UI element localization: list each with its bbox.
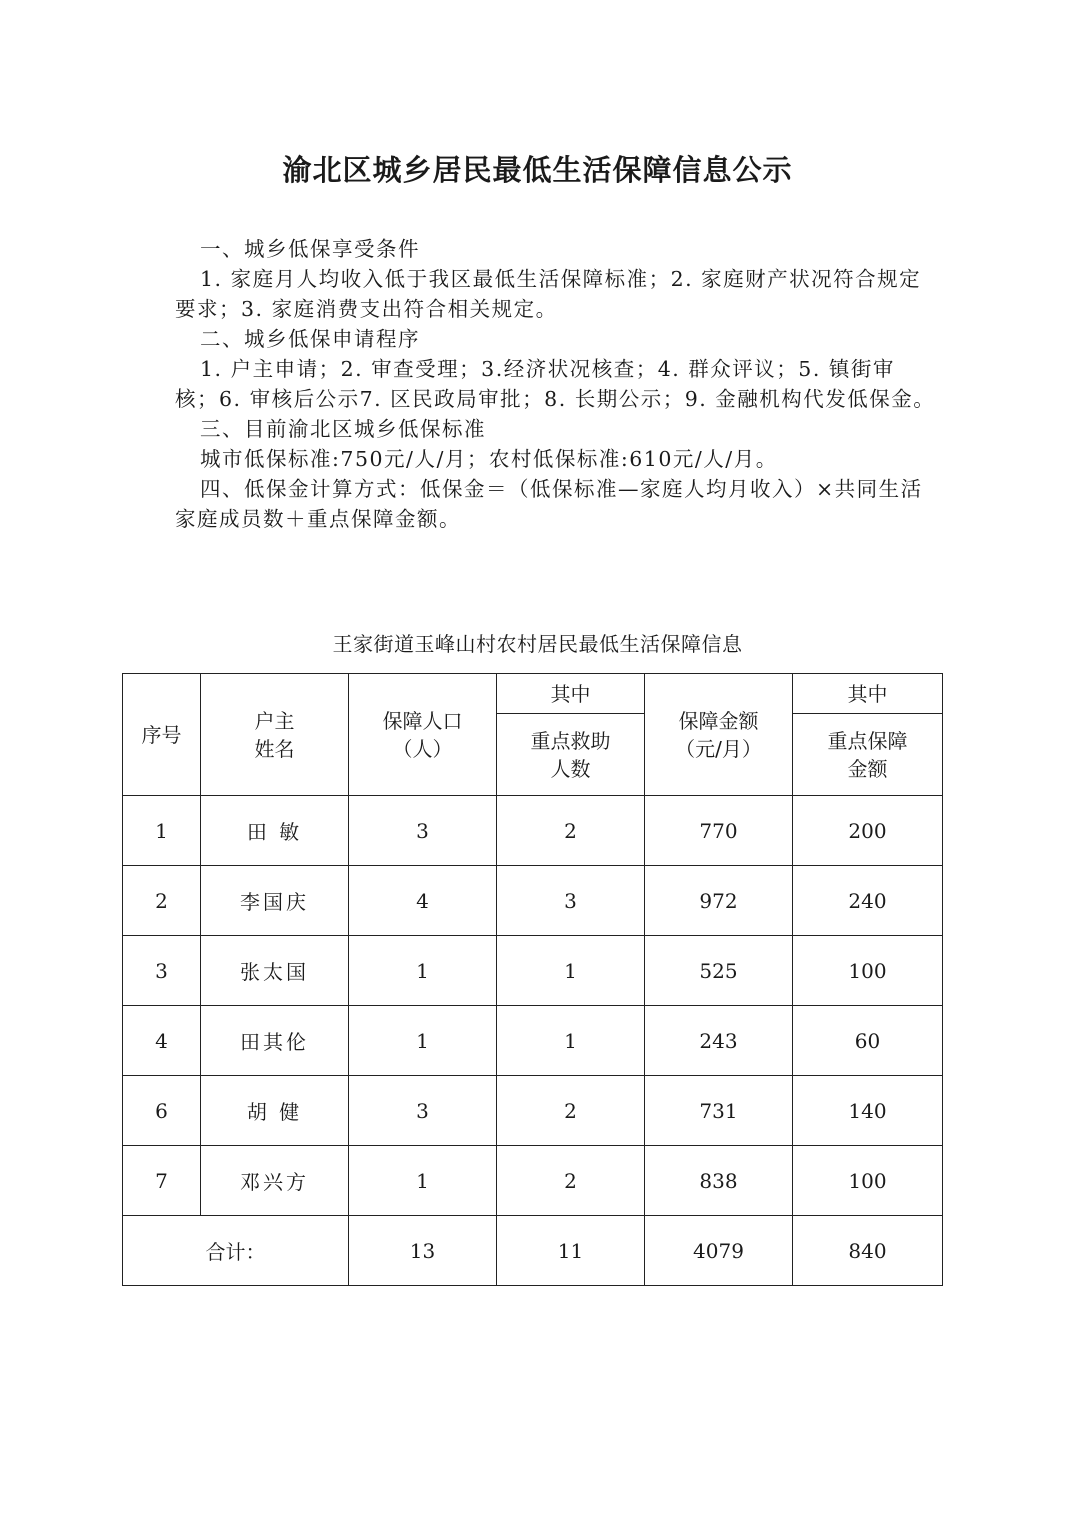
cell-name: 邓兴方 [201, 1146, 349, 1216]
standard-paragraph: 城市低保标准:750元/人/月；农村低保标准:610元/人/月。 [200, 447, 778, 471]
cell-key-rescue: 2 [497, 1146, 645, 1216]
conditions-paragraph: 1. 家庭月人均收入低于我区最低生活保障标准；2. 家庭财产状况符合规定要求；3. 家庭消费支出符合相关规定。 [175, 267, 922, 321]
table-row [123, 1076, 943, 1146]
total-amount: 4079 [645, 1216, 793, 1286]
table-caption: 王家街道玉峰山村农村居民最低生活保障信息 [332, 632, 743, 656]
cell-amount: 770 [645, 796, 793, 866]
header-name-line2: 姓名 [254, 736, 295, 761]
header-key-amount-line2: 金额 [847, 756, 888, 781]
notice-body [175, 234, 937, 534]
relief-table [122, 673, 943, 1286]
cell-people: 1 [349, 1146, 497, 1216]
cell-key-rescue: 3 [497, 866, 645, 936]
cell-key-amount: 100 [793, 936, 943, 1006]
cell-name: 胡 健 [201, 1076, 349, 1146]
cell-amount: 838 [645, 1146, 793, 1216]
cell-serial: 2 [123, 866, 201, 936]
cell-serial: 4 [123, 1006, 201, 1076]
calculation-paragraph: 四、低保金计算方式：低保金＝（低保标准—家庭人均月收入）×共同生活家庭成员数＋重点保障金额。 [175, 477, 923, 531]
header-amount-line1: 保障金额 [678, 708, 759, 733]
cell-name: 田 敏 [201, 796, 349, 866]
cell-people: 4 [349, 866, 497, 936]
cell-amount: 972 [645, 866, 793, 936]
header-of-which-rescue: 其中 [497, 674, 645, 714]
procedure-paragraph: 1. 户主申请；2. 审查受理；3.经济状况核查；4. 群众评议；5. 镇街审核；6. 审核后公示7. 区民政局审批；8. 长期公示；9. 金融机构代发低保金。 [175, 357, 936, 411]
cell-key-rescue: 1 [497, 1006, 645, 1076]
section-heading-standard: 三、目前渝北区城乡低保标准 [200, 417, 486, 441]
table-total-row [123, 1216, 943, 1286]
total-key-rescue: 11 [497, 1216, 645, 1286]
header-key-rescue-line2: 人数 [550, 756, 591, 781]
cell-serial: 1 [123, 796, 201, 866]
header-serial: 序号 [123, 674, 201, 796]
header-people-line2: （人） [392, 736, 453, 761]
cell-people: 3 [349, 1076, 497, 1146]
cell-people: 1 [349, 936, 497, 1006]
header-of-which-amount: 其中 [793, 674, 943, 714]
cell-key-rescue: 1 [497, 936, 645, 1006]
header-people [349, 674, 497, 796]
total-key-amount: 840 [793, 1216, 943, 1286]
cell-people: 3 [349, 796, 497, 866]
header-key-amount-line1: 重点保障 [827, 728, 908, 753]
cell-amount: 525 [645, 936, 793, 1006]
header-people-line1: 保障人口 [382, 708, 463, 733]
header-key-amount [793, 714, 943, 796]
cell-key-rescue: 2 [497, 1076, 645, 1146]
header-amount [645, 674, 793, 796]
cell-key-amount: 240 [793, 866, 943, 936]
cell-serial: 7 [123, 1146, 201, 1216]
header-name [201, 674, 349, 796]
cell-name: 李国庆 [201, 866, 349, 936]
header-key-rescue [497, 714, 645, 796]
header-key-rescue-line1: 重点救助 [530, 728, 611, 753]
cell-key-amount: 60 [793, 1006, 943, 1076]
table-row [123, 1006, 943, 1076]
cell-people: 1 [349, 1006, 497, 1076]
cell-serial: 6 [123, 1076, 201, 1146]
header-amount-line2: （元/月） [675, 736, 762, 761]
cell-amount: 243 [645, 1006, 793, 1076]
cell-key-rescue: 2 [497, 796, 645, 866]
cell-amount: 731 [645, 1076, 793, 1146]
table-row [123, 1146, 943, 1216]
cell-serial: 3 [123, 936, 201, 1006]
table-row [123, 796, 943, 866]
header-name-line1: 户主 [254, 708, 295, 733]
page-title: 渝北区城乡居民最低生活保障信息公示 [282, 153, 793, 187]
cell-name: 张太国 [201, 936, 349, 1006]
table-row [123, 936, 943, 1006]
cell-name: 田其伦 [201, 1006, 349, 1076]
total-people: 13 [349, 1216, 497, 1286]
table-row [123, 866, 943, 936]
total-label: 合计： [123, 1216, 349, 1286]
cell-key-amount: 100 [793, 1146, 943, 1216]
cell-key-amount: 140 [793, 1076, 943, 1146]
section-heading-conditions: 一、城乡低保享受条件 [200, 237, 420, 261]
section-heading-procedure: 二、城乡低保申请程序 [200, 327, 420, 351]
cell-key-amount: 200 [793, 796, 943, 866]
